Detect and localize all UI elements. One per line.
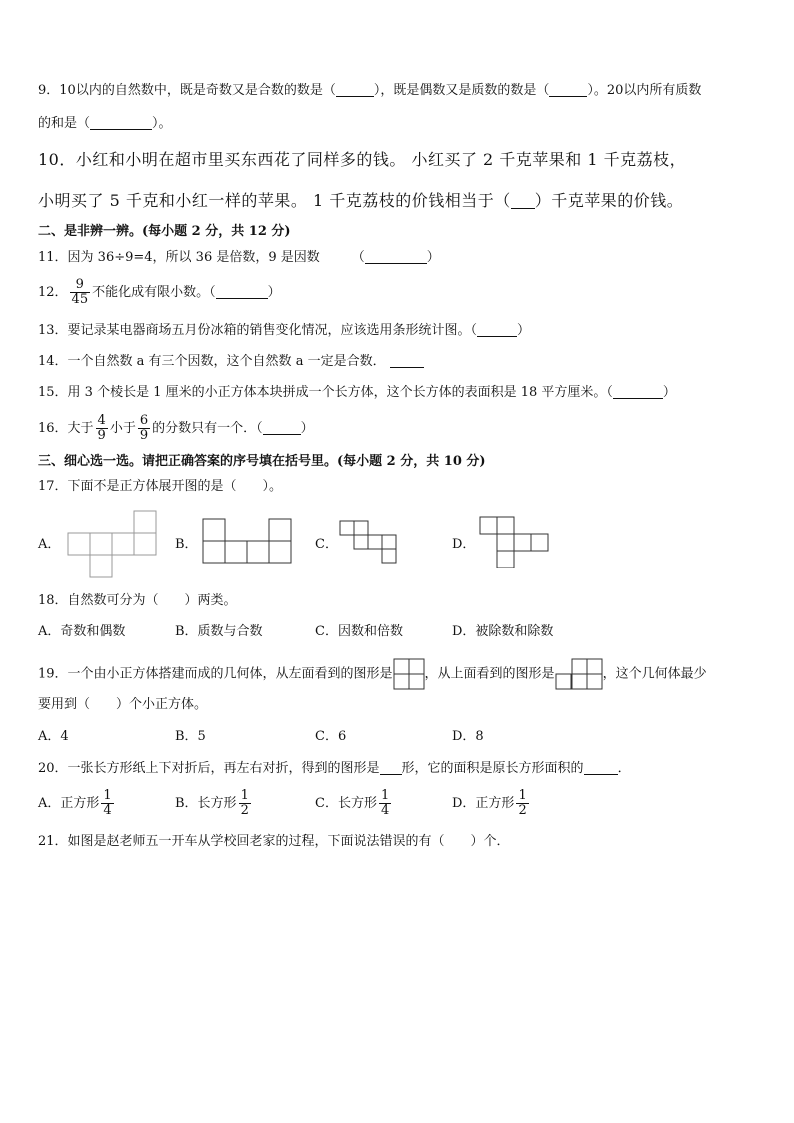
question-10-line2: 小明买了 5 千克和小红一样的苹果。 1 千克荔枝的价钱相当于（ ）千克苹果的价钱。 [38,191,684,210]
answer-blank[interactable] [549,82,587,97]
fraction-9-45: $\frac{9}{45}$ [71,277,89,307]
option-c-label[interactable]: C． [315,537,338,552]
fraction: $\frac{1}{4}$ [103,788,112,818]
answer-blank[interactable] [90,115,152,130]
question-9-line1: 9．10以内的自然数中，既是奇数又是合数的数是（ ），既是偶数又是质数的数是（ ）。20以内所有质数 [38,83,702,98]
answer-blank[interactable] [216,284,268,299]
answer-blank[interactable] [336,82,374,97]
fraction-4-9: $\frac{4}{9}$ [97,413,106,443]
fraction: $\frac{1}{2}$ [240,788,249,818]
question-20: 20．一张长方形纸上下对折后，再左右对折，得到的图形是 形，它的面积是原长方形面积的 ． [38,761,631,776]
question-14: 14．一个自然数 a 有三个因数，这个自然数 a 一定是合数． [38,352,424,372]
option-b[interactable]: B．5 [175,729,206,744]
question-19-line2: 要用到（ ）个小正方体。 [38,697,208,712]
question-16: 16．大于 $\frac{4}{9}$ 小于 $\frac{6}{9}$ 的分数只有一个．（ ） [38,413,314,443]
option-d-label[interactable]: D． [452,537,476,552]
option-c[interactable]: C．因数和倍数 [315,624,403,639]
answer-blank[interactable] [365,249,427,264]
cube-net-a [67,510,159,580]
section-2-heading: 二、是非辨一辨。(每小题 2 分，共 12 分) [38,224,291,239]
option-d[interactable]: D．8 [452,729,484,744]
top-view-figure [555,658,603,690]
option-b-label[interactable]: B． [175,537,198,552]
option-c[interactable]: C．长方形 $\frac{1}{4}$ [315,788,390,818]
question-10-line1: 10．小红和小明在超市里买东西花了同样多的钱。 小红买了 2 千克苹果和 1 千克荔枝， [38,150,687,169]
question-9-line2: 的和是（ ）。 [38,116,172,131]
option-c[interactable]: C．6 [315,729,347,744]
option-d[interactable]: D．被除数和除数 [452,624,554,639]
answer-blank[interactable] [390,353,424,368]
left-view-figure [393,658,425,690]
question-15: 15．用 3 个棱长是 1 厘米的小正方体本块拼成一个长方体，这个长方体的表面积是 18 平方厘米。（ ） [38,385,676,400]
question-11: 11．因为 36÷9=4，所以 36 是倍数，9 是因数 （ ） [38,250,440,265]
question-17: 17．下面不是正方体展开图的是（ ）。 [38,479,283,494]
option-a[interactable]: A．奇数和偶数 [38,624,126,639]
option-b[interactable]: B．质数与合数 [175,624,263,639]
answer-blank[interactable] [263,420,301,435]
answer-blank[interactable] [511,194,535,209]
answer-blank[interactable] [584,760,618,775]
question-13: 13．要记录某电器商场五月份冰箱的销售变化情况，应该选用条形统计图。（ ） [38,323,531,338]
cube-net-c [339,520,401,568]
answer-blank[interactable] [613,384,663,399]
option-d[interactable]: D．正方形 $\frac{1}{2}$ [452,788,527,818]
fraction: $\frac{1}{4}$ [380,788,390,818]
fraction-6-9: $\frac{6}{9}$ [139,413,149,443]
cube-net-b [202,518,294,568]
fraction: $\frac{1}{2}$ [518,788,527,818]
question-19-line1: 19．一个由小正方体搭建而成的几何体，从左面看到的图形是 ，从上面看到的图形是 ，这个几何体最少 [38,658,707,690]
section-3-heading: 三、细心选一选。请把正确答案的序号填在括号里。(每小题 2 分，共 10 分) [38,454,486,469]
answer-blank[interactable] [380,760,402,775]
option-a[interactable]: A．4 [38,729,69,744]
option-a[interactable]: A．正方形 $\frac{1}{4}$ [38,788,112,818]
question-12: 12． $\frac{9}{45}$ 不能化成有限小数。（ ） [38,277,281,307]
option-a-label[interactable]: A． [38,537,61,552]
option-b[interactable]: B．长方形 $\frac{1}{2}$ [175,788,249,818]
question-21: 21．如图是赵老师五一开车从学校回老家的过程，下面说法错误的有（ ）个． [38,834,510,849]
question-18: 18．自然数可分为（ ）两类。 [38,593,237,608]
cube-net-d [479,516,553,568]
answer-blank[interactable] [477,322,517,337]
